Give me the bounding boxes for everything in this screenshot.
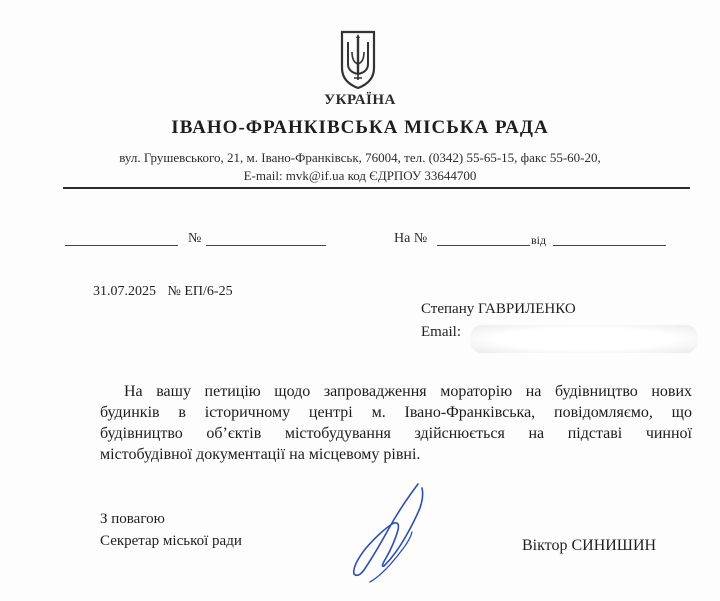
document-date: 31.07.2025 [93, 284, 156, 299]
council-contacts: E-mail: mvk@if.ua код ЄДРПОУ 33644700 [243, 168, 477, 183]
country-heading: УКРАЇНА [324, 92, 396, 108]
letterhead-divider [63, 187, 690, 189]
body-line: будинків в історичному центрі м. Івано-Франківська, повідомляємо, що [100, 404, 692, 421]
reply-to-number-blank [437, 245, 530, 246]
reply-date-blank [553, 245, 666, 246]
recipient-name: Степану ГАВРИЛЕНКО [421, 301, 576, 317]
outgoing-number-label: № [188, 231, 202, 246]
body-line: будівництво об’єктів містобудування здійснюється на підставі чинної [100, 425, 692, 442]
recipient-email-label: Email: [421, 324, 461, 340]
redacted-email [470, 325, 698, 353]
document-number: № ЕП/6-25 [167, 284, 233, 299]
trident-emblem-icon [338, 28, 378, 90]
body-line: містобудівної документації на місцевому рівні. [100, 446, 421, 463]
outgoing-number-blank [206, 245, 326, 246]
body-line: На вашу петицію щодо запровадження мораторію на будівництво нових [124, 383, 692, 400]
reply-to-label: На № [394, 231, 428, 246]
council-address: вул. Грушевського, 21, м. Івано-Франківськ, 76004, тел. (0342) 55-65-15, факс 55-60-20, [119, 150, 601, 165]
closing-regards: З повагою [100, 511, 165, 527]
handwritten-signature-icon [340, 478, 450, 588]
letter-body [100, 381, 692, 465]
council-heading: ІВАНО-ФРАНКІВСЬКА МІСЬКА РАДА [171, 117, 549, 138]
signer-position: Секретар міської ради [100, 533, 242, 549]
document-date-number [93, 284, 241, 300]
signer-name: Віктор СИНИШИН [522, 537, 657, 554]
reply-from-label: від [531, 233, 547, 247]
outgoing-date-blank [65, 245, 178, 246]
